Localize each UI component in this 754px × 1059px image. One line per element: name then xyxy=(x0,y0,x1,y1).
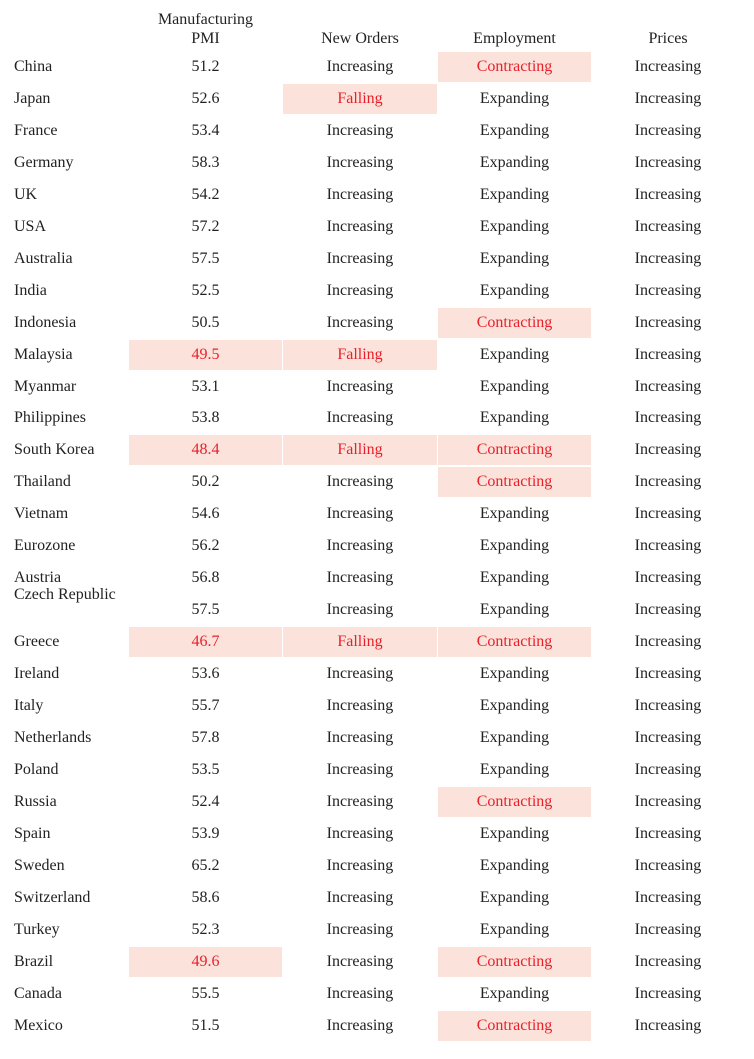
new-orders-cell: Increasing xyxy=(326,824,394,842)
new-orders-cell: Falling xyxy=(283,627,437,657)
employment-cell: Expanding xyxy=(479,153,550,171)
table-row xyxy=(0,179,754,211)
header-prices xyxy=(592,0,744,48)
prices-cell: Increasing xyxy=(634,601,702,619)
country-cell: Russia xyxy=(14,792,57,810)
table-row xyxy=(0,83,754,115)
table-row xyxy=(0,882,754,914)
table-row xyxy=(0,754,754,786)
new-orders-cell: Increasing xyxy=(326,888,394,906)
prices-cell: Increasing xyxy=(634,856,702,874)
header-employment xyxy=(438,0,591,48)
employment-cell: Contracting xyxy=(438,787,591,817)
new-orders-cell: Increasing xyxy=(326,409,394,427)
new-orders-cell: Falling xyxy=(283,435,437,465)
table-row xyxy=(0,1010,754,1042)
new-orders-cell: Increasing xyxy=(326,249,394,267)
new-orders-cell: Increasing xyxy=(326,569,394,587)
country-cell: Spain xyxy=(14,824,51,842)
country-cell: Vietnam xyxy=(14,505,69,523)
employment-cell: Contracting xyxy=(438,1011,591,1041)
employment-cell: Contracting xyxy=(438,467,591,497)
new-orders-cell: Increasing xyxy=(326,665,394,683)
country-cell: Eurozone xyxy=(14,537,76,555)
new-orders-cell: Increasing xyxy=(326,153,394,171)
pmi-cell: 56.8 xyxy=(191,569,220,587)
pmi-cell: 65.2 xyxy=(191,856,220,874)
pmi-cell: 57.5 xyxy=(191,249,220,267)
prices-cell: Increasing xyxy=(634,345,702,363)
new-orders-cell: Increasing xyxy=(326,856,394,874)
prices-cell: Increasing xyxy=(634,984,702,1002)
new-orders-cell: Increasing xyxy=(326,217,394,235)
employment-cell: Contracting xyxy=(438,52,591,82)
employment-cell: Expanding xyxy=(479,217,550,235)
prices-cell: Increasing xyxy=(634,760,702,778)
prices-cell: Increasing xyxy=(634,728,702,746)
country-cell: Ireland xyxy=(14,665,60,683)
country-cell: India xyxy=(14,281,47,299)
country-cell: Poland xyxy=(14,760,59,778)
pmi-cell: 46.7 xyxy=(129,627,282,657)
pmi-cell: 49.6 xyxy=(129,947,282,977)
country-cell: Turkey xyxy=(14,920,60,938)
employment-cell: Expanding xyxy=(479,345,550,363)
table-row xyxy=(0,658,754,690)
pmi-cell: 51.2 xyxy=(191,58,220,75)
table-row xyxy=(0,339,754,371)
prices-cell: Increasing xyxy=(634,153,702,171)
prices-cell: Increasing xyxy=(634,89,702,107)
table-row xyxy=(0,371,754,403)
new-orders-cell: Increasing xyxy=(326,697,394,714)
table-row xyxy=(0,211,754,243)
new-orders-cell: Increasing xyxy=(326,281,394,299)
employment-cell: Expanding xyxy=(479,728,550,746)
prices-cell: Increasing xyxy=(634,697,702,714)
employment-cell: Expanding xyxy=(479,697,550,714)
employment-cell: Expanding xyxy=(479,249,550,267)
pmi-cell: 53.8 xyxy=(191,409,220,427)
header-manufacturing-pmi xyxy=(129,0,282,48)
prices-cell: Increasing xyxy=(634,633,702,651)
pmi-cell: 54.2 xyxy=(191,185,220,203)
table-row xyxy=(0,498,754,530)
country-cell: Czech Republic xyxy=(14,586,116,604)
new-orders-cell: Increasing xyxy=(326,313,394,331)
table-row xyxy=(0,275,754,307)
new-orders-cell: Increasing xyxy=(326,984,394,1002)
pmi-cell: 52.4 xyxy=(191,792,220,810)
pmi-cell: 57.2 xyxy=(191,217,220,235)
table-row xyxy=(0,243,754,275)
employment-cell: Expanding xyxy=(479,888,550,906)
pmi-cell: 54.6 xyxy=(191,505,220,523)
new-orders-cell: Increasing xyxy=(326,537,394,555)
pmi-cell: 55.7 xyxy=(191,697,220,714)
employment-cell: Expanding xyxy=(479,505,550,523)
pmi-cell: 53.5 xyxy=(191,760,220,778)
employment-cell: Contracting xyxy=(438,947,591,977)
header-prices-label: Prices xyxy=(648,30,688,47)
table-row xyxy=(0,115,754,147)
country-cell: Myanmar xyxy=(14,377,77,395)
pmi-cell: 53.1 xyxy=(191,377,220,395)
new-orders-cell: Increasing xyxy=(326,473,394,491)
pmi-cell: 52.3 xyxy=(191,920,220,938)
prices-cell: Increasing xyxy=(634,537,702,555)
table-row xyxy=(0,690,754,722)
employment-cell: Expanding xyxy=(479,601,550,619)
new-orders-cell: Increasing xyxy=(326,601,394,619)
prices-cell: Increasing xyxy=(634,952,702,970)
pmi-cell: 57.5 xyxy=(191,601,220,619)
country-cell: China xyxy=(14,58,53,75)
pmi-cell: 55.5 xyxy=(191,984,220,1002)
new-orders-cell: Increasing xyxy=(326,58,394,75)
table-row xyxy=(0,626,754,658)
employment-cell: Expanding xyxy=(479,569,550,587)
prices-cell: Increasing xyxy=(634,441,702,459)
table-row xyxy=(0,818,754,850)
country-cell: Germany xyxy=(14,153,74,171)
country-cell: USA xyxy=(14,217,47,235)
pmi-cell: 52.5 xyxy=(191,281,220,299)
employment-cell: Expanding xyxy=(479,537,550,555)
employment-cell: Contracting xyxy=(438,627,591,657)
header-pmi-line2: PMI xyxy=(191,30,220,47)
new-orders-cell: Increasing xyxy=(326,377,394,395)
pmi-cell: 48.4 xyxy=(129,435,282,465)
prices-cell: Increasing xyxy=(634,281,702,299)
country-cell: Canada xyxy=(14,984,62,1002)
header-employment-label: Employment xyxy=(473,30,556,47)
prices-cell: Increasing xyxy=(634,824,702,842)
pmi-cell: 58.6 xyxy=(191,888,220,906)
employment-cell: Expanding xyxy=(479,984,550,1002)
pmi-cell: 53.6 xyxy=(191,665,220,683)
pmi-cell: 58.3 xyxy=(191,153,220,171)
new-orders-cell: Increasing xyxy=(326,920,394,938)
employment-cell: Expanding xyxy=(479,377,550,395)
country-cell: Sweden xyxy=(14,856,65,874)
pmi-cell: 56.2 xyxy=(191,537,220,555)
country-cell: Switzerland xyxy=(14,888,91,906)
country-cell: Japan xyxy=(14,89,51,107)
prices-cell: Increasing xyxy=(634,217,702,235)
country-cell: Greece xyxy=(14,633,60,651)
country-cell: Mexico xyxy=(14,1016,63,1034)
new-orders-cell: Increasing xyxy=(326,952,394,970)
new-orders-cell: Increasing xyxy=(326,728,394,746)
new-orders-cell: Increasing xyxy=(326,760,394,778)
country-cell: Brazil xyxy=(14,952,54,970)
country-cell: Italy xyxy=(14,697,44,714)
prices-cell: Increasing xyxy=(634,665,702,683)
table-row xyxy=(0,147,754,179)
prices-cell: Increasing xyxy=(634,505,702,523)
table-row xyxy=(0,586,754,626)
employment-cell: Contracting xyxy=(438,308,591,338)
new-orders-cell: Increasing xyxy=(326,505,394,523)
pmi-cell: 53.4 xyxy=(191,121,220,139)
new-orders-cell: Falling xyxy=(283,84,437,114)
table-row xyxy=(0,978,754,1010)
pmi-cell: 52.6 xyxy=(191,89,220,107)
header-pmi-line1: Manufacturing xyxy=(157,11,254,28)
employment-cell: Expanding xyxy=(479,824,550,842)
country-cell: Thailand xyxy=(14,473,71,491)
prices-cell: Increasing xyxy=(634,1016,702,1034)
table-row xyxy=(0,466,754,498)
employment-cell: Expanding xyxy=(479,409,550,427)
prices-cell: Increasing xyxy=(634,249,702,267)
prices-cell: Increasing xyxy=(634,121,702,139)
country-cell: Netherlands xyxy=(14,728,92,746)
table-row xyxy=(0,530,754,562)
country-cell: Australia xyxy=(14,249,73,267)
employment-cell: Expanding xyxy=(479,665,550,683)
employment-cell: Expanding xyxy=(479,121,550,139)
table-row xyxy=(0,402,754,434)
prices-cell: Increasing xyxy=(634,569,702,587)
prices-cell: Increasing xyxy=(634,409,702,427)
prices-cell: Increasing xyxy=(634,58,702,75)
employment-cell: Expanding xyxy=(479,185,550,203)
table-row xyxy=(0,307,754,339)
prices-cell: Increasing xyxy=(634,377,702,395)
prices-cell: Increasing xyxy=(634,888,702,906)
pmi-cell: 50.5 xyxy=(191,313,220,331)
country-cell: Philippines xyxy=(14,409,87,427)
pmi-cell: 53.9 xyxy=(191,824,220,842)
prices-cell: Increasing xyxy=(634,313,702,331)
table-row xyxy=(0,722,754,754)
pmi-cell: 49.5 xyxy=(129,340,282,370)
table-row xyxy=(0,946,754,978)
prices-cell: Increasing xyxy=(634,473,702,491)
employment-cell: Expanding xyxy=(479,281,550,299)
new-orders-cell: Increasing xyxy=(326,792,394,810)
prices-cell: Increasing xyxy=(634,792,702,810)
table-row xyxy=(0,850,754,882)
table-row xyxy=(0,786,754,818)
pmi-cell: 57.8 xyxy=(191,728,220,746)
employment-cell: Expanding xyxy=(479,760,550,778)
header-new-orders-label: New Orders xyxy=(321,30,399,47)
country-cell: Austria xyxy=(14,569,62,587)
new-orders-cell: Falling xyxy=(283,340,437,370)
new-orders-cell: Increasing xyxy=(326,1016,394,1034)
table-row xyxy=(0,51,754,83)
employment-cell: Expanding xyxy=(479,89,550,107)
employment-cell: Expanding xyxy=(479,920,550,938)
prices-cell: Increasing xyxy=(634,185,702,203)
pmi-cell: 50.2 xyxy=(191,473,220,491)
pmi-cell: 51.5 xyxy=(191,1016,220,1034)
prices-cell: Increasing xyxy=(634,920,702,938)
employment-cell: Contracting xyxy=(438,435,591,465)
country-cell: South Korea xyxy=(14,441,95,459)
table-row xyxy=(0,434,754,466)
header-new-orders xyxy=(283,0,437,48)
new-orders-cell: Increasing xyxy=(326,121,394,139)
new-orders-cell: Increasing xyxy=(326,185,394,203)
country-cell: Malaysia xyxy=(14,345,73,363)
country-cell: UK xyxy=(14,185,38,203)
country-cell: France xyxy=(14,121,58,139)
country-cell: Indonesia xyxy=(14,313,77,331)
table-row xyxy=(0,914,754,946)
employment-cell: Expanding xyxy=(479,856,550,874)
